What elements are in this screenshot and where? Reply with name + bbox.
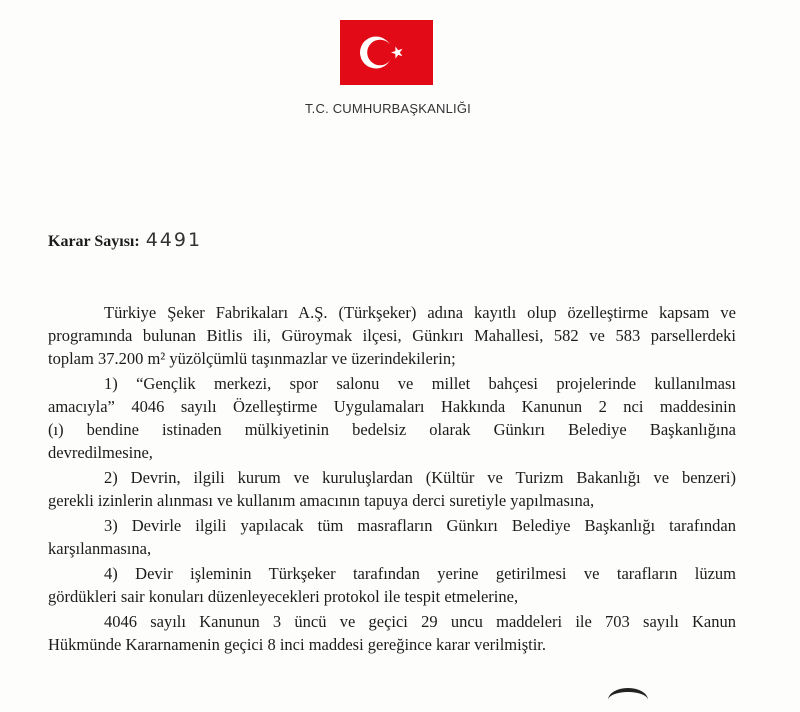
- decision-number: 4491: [145, 229, 203, 251]
- turkish-flag-emblem: [340, 20, 433, 85]
- paragraph: [48, 562, 736, 608]
- decision-number-line: [48, 229, 202, 251]
- text-line: devredilmesine,: [48, 443, 153, 462]
- text-line: 4046 sayılı Kanunun 3 üncü ve geçici 29 uncu maddeleri ile 703 sayılı Kanun: [104, 612, 736, 631]
- text-line: 2) Devrin, ilgili kurum ve kuruluşlardan (Kültür ve Turizm Bakanlığı ve benzeri): [104, 468, 736, 487]
- signature-mark: [608, 688, 648, 712]
- decision-label: Karar Sayısı:: [48, 233, 140, 250]
- text-line: karşılanmasına,: [48, 539, 152, 558]
- text-line: Hükmünde Kararnamenin geçici 8 inci maddesi gereğince karar verilmiştir.: [48, 635, 547, 654]
- text-line: 4) Devir işleminin Türkşeker tarafından yerine getirilmesi ve tarafların lüzum: [104, 564, 736, 583]
- text-line: amacıyla” 4046 sayılı Özelleştirme Uygulamaları Hakkında Kanunun 2 nci maddesinin: [48, 397, 736, 416]
- text-line: toplam 37.200 m² yüzölçümlü taşınmazlar ve üzerindekilerin;: [48, 349, 456, 368]
- text-line: gerekli izinlerin alınması ve kullanım amacının tapuya derci suretiyle yapılmasına,: [48, 491, 595, 510]
- paragraph: [48, 301, 736, 370]
- text-line: 3) Devirle ilgili yapılacak tüm masrafların Günkırı Belediye Başkanlığı tarafından: [104, 516, 736, 535]
- text-line: 1) “Gençlik merkezi, spor salonu ve millet bahçesi projelerinde kullanılması: [104, 374, 736, 393]
- paragraph: [48, 372, 736, 464]
- paragraph: [48, 610, 736, 656]
- paragraph: [48, 466, 736, 512]
- text-line: programında bulunan Bitlis ili, Güroymak ilçesi, Günkırı Mahallesi, 582 ve 583 parsellerdeki: [48, 326, 736, 345]
- document-body: [48, 301, 736, 658]
- text-line: Türkiye Şeker Fabrikaları A.Ş. (Türkşeker) adına kayıtlı olup özelleştirme kapsam ve: [104, 303, 736, 322]
- organization-title: T.C. CUMHURBAŞKANLIĞI: [304, 101, 471, 116]
- crescent-star-icon: [340, 20, 433, 85]
- paragraph: [48, 514, 736, 560]
- text-line: (ı) bendine istinaden mülkiyetinin bedelsiz olarak Günkırı Belediye Başkanlığına: [48, 420, 736, 439]
- text-line: gördükleri sair konuları düzenleyecekleri protokol ile tespit etmelerine,: [48, 587, 519, 606]
